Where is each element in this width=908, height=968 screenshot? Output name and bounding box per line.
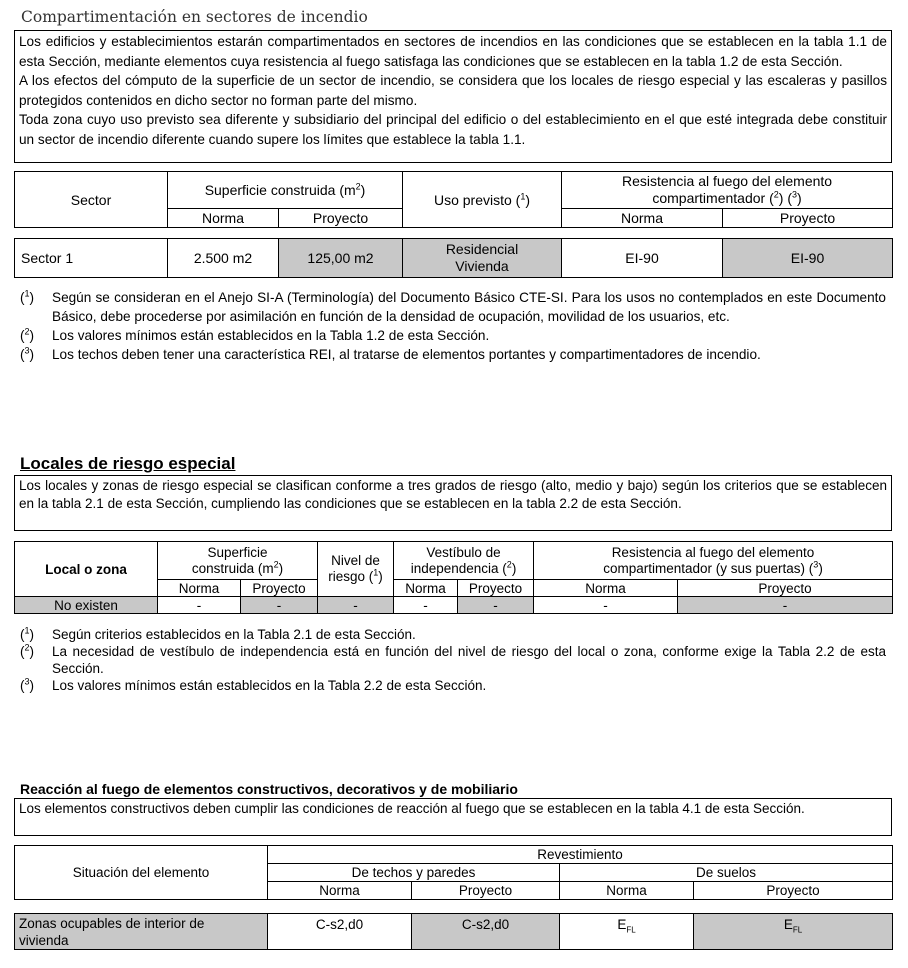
footnote: ($^3$) Los valores mínimos están establecidos en la Tabla 2.2 de esta Sección. [20,676,487,693]
header-uso-previsto: Uso previsto ($^1$) [403,172,562,228]
header-norma: Norma [562,209,723,228]
cell-uso: Residencial Vivienda [403,239,562,278]
header-situacion: Situación del elemento [15,846,268,900]
header-nivel-riesgo: Nivel de riesgo ($^1$) [318,542,394,597]
header-proyecto: Proyecto [412,882,560,900]
cell-local: No existen [15,597,158,614]
header-proyecto: Proyecto [241,580,318,597]
footnote: ($^2$) Los valores mínimos están establecidos en la Tabla 1.2 de esta Sección. [20,326,490,343]
intro-box-locales: Los locales y zonas de riesgo especial se clasifican conforme a tres grados de riesgo (alto, medio y bajo) según los criterios que se establecen en la tabla 2.1 de esta Sección, cumpliendo las condiciones que se establecen en la tabla 2.2 de esta Sección. [14,475,892,531]
header-norma: Norma [158,580,241,597]
intro-box [14,30,892,163]
footnote: ($^2$) La necesidad de vestíbulo de independencia está en función del nivel de riesgo del local o zona, conforme exige la Tabla 2.2 de esta Sección. [20,642,886,676]
table-row [15,914,893,950]
header-proyecto: Proyecto [694,882,893,900]
cell-dash: - [678,597,893,614]
header-proyecto: Proyecto [279,209,403,228]
reaccion-table-header [14,845,893,900]
table-row [15,239,893,278]
header-norma: Norma [560,882,694,900]
footnote: ($^1$) Según criterios establecidos en la Tabla 2.1 de esta Sección. [20,625,416,642]
section-title-compartimentacion: Compartimentación en sectores de incendio [21,8,368,26]
footnotes-1 [20,288,886,364]
cell-sup-norma: 2.500 m2 [168,239,279,278]
reaccion-table-body [14,913,893,950]
cell-res-norma: EI-90 [562,239,723,278]
sector-table-body [14,238,893,278]
locales-table [14,541,893,614]
section-title-reaccion: Reacción al fuego de elementos constructivos, decorativos y de mobiliario [20,781,518,797]
cell-dash: - [241,597,318,614]
cell-dash: - [394,597,458,614]
cell-res-proyecto: EI-90 [723,239,893,278]
cell-dash: - [318,597,394,614]
section-title-locales: Locales de riesgo especial [20,454,236,473]
intro-box-reaccion: Los elementos constructivos deben cumplir las condiciones de reacción al fuego que se establecen en la tabla 4.1 de esta Sección. [14,798,892,836]
header-norma: Norma [168,209,279,228]
paragraph: Los edificios y establecimientos estarán compartimentados en sectores de incendios en las condiciones que se establecen en la tabla 1.1 de esta Sección, mediante elementos cuya resistencia al fuego satisfaga las condiciones que se establecen en la tabla 1.2 de esta Sección. [19,34,887,69]
table-row [15,597,893,614]
cell-techos-norma: C-s2,d0 [268,914,412,950]
header-superficie: Superficie construida $(m^2)$ [158,542,318,580]
cell-techos-proyecto: C-s2,d0 [412,914,560,950]
sector-table-header [14,171,893,228]
footnotes-2 [20,626,886,694]
header-vestibulo: Vestíbulo de independencia ($^2$) [394,542,534,580]
header-norma: Norma [268,882,412,900]
footnote: ($^1$) Según se consideran en el Anejo SI-A (Terminología) del Documento Básico CTE-SI. Para los usos no contemplados en este Documento Básico, debe procederse por asimilación en función de la densidad de ocupación, movilidad de los usuarios, etc. [20,288,886,324]
cell-dash: - [534,597,678,614]
cell-dash: - [158,597,241,614]
header-norma: Norma [534,580,678,597]
cell-situacion: Zonas ocupables de interior de vivienda [15,914,268,950]
header-resistencia: Resistencia al fuego del elemento compartimentador (y sus puertas) ($^3$) [534,542,893,580]
header-local: Local o zona [15,542,158,597]
cell-dash: - [458,597,534,614]
header-superficie: Superficie construida $(m^2)$ [168,172,403,209]
paragraph: A los efectos del cómputo de la superficie de un sector de incendio, se considera que los locales de riesgo especial y las escaleras y pasillos protegidos contenidos en dicho sector no forman parte del mismo. [19,73,887,108]
header-resistencia: Resistencia al fuego del elemento compartimentador ($^2$) ($^3$) [562,172,893,209]
header-revestimiento: Revestimiento [268,846,893,864]
header-techos-paredes: De techos y paredes [268,864,560,882]
paragraph: Toda zona cuyo uso previsto sea diferente y subsidiario del principal del edificio o del establecimiento en el que esté integrada debe constituir un sector de incendio diferente cuando supere los límites que establece la tabla 1.1. [19,112,887,147]
footnote: ($^3$) Los techos deben tener una característica REI, al tratarse de elementos portantes y compartimentadores de incendio. [20,345,761,362]
header-proyecto: Proyecto [678,580,893,597]
cell-sup-proyecto: 125,00 m2 [279,239,403,278]
header-proyecto: Proyecto [723,209,893,228]
cell-sector: Sector 1 [15,239,168,278]
cell-suelos-proyecto: $E_{FL}$ [694,914,893,950]
header-suelos: De suelos [560,864,893,882]
cell-suelos-norma: $E_{FL}$ [560,914,694,950]
header-proyecto: Proyecto [458,580,534,597]
header-norma: Norma [394,580,458,597]
header-sector: Sector [15,172,168,228]
